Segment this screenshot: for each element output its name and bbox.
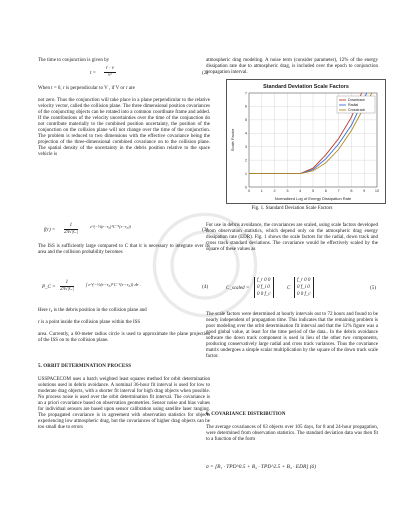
- y-tick-label: 3: [244, 145, 247, 150]
- area-text: area. Currently, a 60-meter radius circle is used to approximate the plane projection of the ISS on to the collision plane.: [38, 332, 210, 344]
- watermark-seal: [150, 210, 260, 320]
- x-tick-label: 10: [374, 189, 380, 193]
- equation-2: [38, 66, 210, 82]
- chart-x-axis-label: Normalized Log of Energy Dissipation Rate: [274, 196, 352, 201]
- eq3-lhs: f(r) =: [44, 228, 56, 233]
- y-tick-label: 7: [244, 91, 247, 96]
- eq4-numerator: 1: [60, 280, 74, 287]
- eq5-number: (5): [370, 286, 376, 291]
- when-text-b: not zero. Thus the conjunction will take place in a plane perpendicular to the relative velocity vector, called the collision plane. The three dimensional position covariances of the conjuncting objects can be rotated into a common coordinate frame and added. If the contributions of the velocity uncertainties over the time of the conjunction do not contribute materially to the combined position uncertainty, the position of the conjunction on the collision plane will not change over the time of the conjunction. The problem is reduced to two dimensions with the effective covariance being the projection of the three-dimensional combined covariance on to the collision plane. The spatial density of the uncertainty in the debris position relative to the space vehicle is: [38, 98, 210, 158]
- eq3-numerator: 1: [64, 223, 78, 230]
- y-tick-label: 5: [244, 118, 247, 123]
- here-text-a: Here r₀ is the debris position in the collision plane and: [38, 308, 147, 313]
- legend-label: Radial: [348, 103, 359, 107]
- section-6-heading: 6. COVARIANCE DISTRIBUTION: [206, 412, 286, 417]
- debris-text: For use in debris avoidance, the covariances are scaled, using scale factors developed from observation statistics, which depend only on the atmospheric drag energy dissipation rate (EDR). Fig. 1 shows the scale factors for the radial, down track and cross track standard deviations. The covariance would be effectively scaled by the square of these values as: [206, 223, 378, 253]
- eq5-m2-row: f_r 0 0: [297, 278, 311, 283]
- y-tick-label: 2: [244, 158, 247, 163]
- eq5-m1-row: 0 f_i 0: [257, 285, 270, 290]
- eq5-m1-row: 0 0 f_c: [257, 292, 271, 297]
- avg-text: The average covariances of 63 objects over 105 days, for 8 and 24-hour propagation, were determined from observation statistics. The standard deviation data was then fit to a function of the form: [206, 425, 378, 443]
- plot-area: [245, 91, 379, 193]
- top-text: atmospheric drag modeling. A noise term (consider parameter), 12% of the energy dissipation rate due to atmospheric drag, is included over the epoch to conjunction propagation interval.: [206, 58, 378, 76]
- eq5-center: C: [287, 286, 291, 291]
- eq4-number: (4): [202, 285, 208, 290]
- eq2-numerator: r · v: [104, 66, 116, 73]
- legend-label: Crosstrack: [348, 108, 366, 112]
- chart-title: Standard Deviation Scale Factors: [263, 84, 349, 90]
- eq2-fraction: [104, 66, 116, 79]
- x-tick-label: 7: [337, 189, 340, 193]
- equation-6: σ = [B₁ · TPD^0.5 + B₂ · TPD^2.5 + B₃ · EDR] (6): [206, 464, 316, 470]
- iss-text: The ISS is sufficiently large compared to C that it is necessary to integrate over its area and the collision probability becomes: [38, 244, 210, 256]
- eq2-denominator: v²: [108, 73, 112, 79]
- scale-factor-chart: [227, 80, 385, 203]
- chart-y-axis-label: Scale Factor: [230, 128, 235, 152]
- section-5-heading: 5. ORBIT DETERMINATION PROCESS: [38, 364, 132, 369]
- x-tick-label: 1: [260, 189, 263, 193]
- x-tick-label: 4: [299, 189, 302, 193]
- when-text-a: When t = 0, r is perpendicular to V , if V or r are: [38, 86, 135, 91]
- y-tick-label: 1: [244, 171, 247, 176]
- scale-text: The scale factors were determined at hourly intervals out to 72 hours and found to be nearly independent of propagation time. This indicates that the remaining problem is poor modeling over the orbit determination fit interval and that the 12% figure was a good global value, at least for the time period of the data.. In the debris avoidance software the down track component is used in lieu of the other two components, producing conservatively large radial and cross track variances. Thus the covariance matrix undergoes a simple scalar multiplication by the square of the down track scale factor.: [206, 312, 378, 360]
- y-tick-label: 0: [244, 185, 247, 190]
- eq5-lhs: C_scaled =: [226, 286, 250, 291]
- uss-text: USSPACECOM uses a batch weighted least squares method for orbit determination solutions used in debris avoidance. A nominal 36-hour fit interval is used for low to moderate drag objects, with a shorter fit interval for high drag objects when possible. No process noise is used over the orbit determination fit interval. The covariance is an a priori covariance based on observation geometries. Sensor noise and bias values for individual sensors are based upon sensor calibration using satellite laser ranging. The propagated covariance is in agreement with observation statistics for objects experiencing low atmospheric drag, but the covariances of higher drag objects can be too small due to errors: [38, 377, 210, 431]
- x-tick-label: 9: [363, 189, 366, 193]
- x-tick-label: 2: [273, 189, 276, 193]
- eq5-matrix-right: [294, 277, 314, 298]
- x-tick-label: 6: [324, 189, 327, 193]
- y-tick-label: 6: [244, 104, 247, 109]
- eq3-denominator: 2π√|C|: [64, 230, 78, 236]
- x-tick-label: 3: [286, 189, 289, 193]
- eq3-exponent: e^(−½(r−r₀)ᵀC⁻¹(r−r₀)): [90, 224, 131, 229]
- x-tick-label: 8: [350, 189, 353, 193]
- here-text-b: r is a point inside the collision plane within the ISS: [38, 320, 141, 325]
- figure-caption: Fig. 1. Standard Deviation Scale Factors: [251, 206, 333, 211]
- eq3-fraction: [64, 223, 78, 236]
- eq5-m2-row: 0 f_i 0: [297, 285, 310, 290]
- eq4-lhs: P_C =: [42, 285, 56, 290]
- eq5-m1-row: f_r 0 0: [257, 278, 271, 283]
- eq3-number: (3): [202, 228, 208, 233]
- intro-text: The time to conjunction is given by: [38, 58, 110, 63]
- eq4-fraction: [60, 280, 74, 293]
- legend-label: Downtrack: [348, 98, 365, 102]
- eq2-number: (2): [202, 71, 208, 76]
- y-tick-label: 4: [244, 131, 247, 136]
- figure-1: [226, 79, 386, 204]
- eq4-integral: ∫ e^(−½(r−r₀)ᵀC⁻¹(r−r₀)) dr .: [86, 282, 141, 287]
- eq2-lhs: t =: [90, 71, 97, 76]
- x-tick-label: 0: [247, 189, 251, 193]
- eq4-denominator: 2π√|C|: [60, 287, 74, 293]
- eq5-m2-row: 0 0 f_c: [297, 292, 311, 297]
- x-tick-label: 5: [311, 189, 315, 193]
